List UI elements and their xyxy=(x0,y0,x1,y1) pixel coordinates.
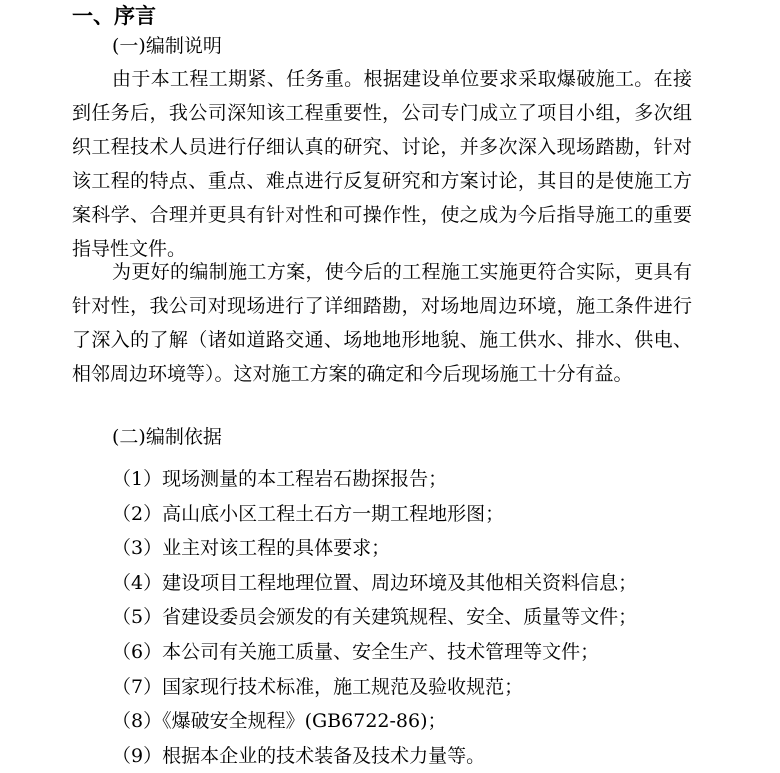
list-item: （1）现场测量的本工程岩石勘探报告； xyxy=(112,468,448,490)
list-item: （2）高山底小区工程土石方一期工程地形图； xyxy=(112,502,505,525)
subsection-title-compilation-basis: (二)编制依据 xyxy=(112,426,222,448)
section-heading: 一、序言 xyxy=(72,3,156,28)
list-item: （8）《爆破安全规程》(GB6722-86)； xyxy=(112,710,447,733)
list-item: （9）根据本企业的技术装备及技术力量等。 xyxy=(112,744,486,767)
list-item: （7）国家现行技术标准，施工规范及验收规范； xyxy=(112,675,524,698)
list-item: （3）业主对该工程的具体要求； xyxy=(112,537,391,560)
list-item: （6）本公司有关施工质量、安全生产、技术管理等文件； xyxy=(112,640,600,663)
list-item: （4）建设项目工程地理位置、周边环境及其他相关资料信息； xyxy=(112,571,638,594)
list-item: （5）省建设委员会颁发的有关建筑规程、安全、质量等文件； xyxy=(112,606,638,629)
paragraph-site-survey: 为更好的编制施工方案，使今后的工程施工实施更符合实际，更具有针对性，我公司对现场进行了详细踏勘，对场地周边环境，施工条件进行了深入的了解（诸如道路交通、场地地形地貌、施工供水、排水、供电、相邻周边环境等）。这对施工方案的确定和今后现场施工十分有益。 xyxy=(72,261,692,385)
basis-list xyxy=(112,462,637,773)
paragraph-compilation-notes: 由于本工程工期紧、任务重。根据建设单位要求采取爆破施工。在接到任务后，我公司深知该工程重要性，公司专门成立了项目小组，多次组织工程技术人员进行仔细认真的研究、讨论，并多次深入现场踏勘，针对该工程的特点、重点、难点进行反复研究和方案讨论，其目的是使施工方案科学、合理并更具有针对性和可操作性，使之成为今后指导施工的重要指导性文件。 xyxy=(72,68,692,260)
subsection-title-compilation-notes: (一)编制说明 xyxy=(112,35,222,57)
